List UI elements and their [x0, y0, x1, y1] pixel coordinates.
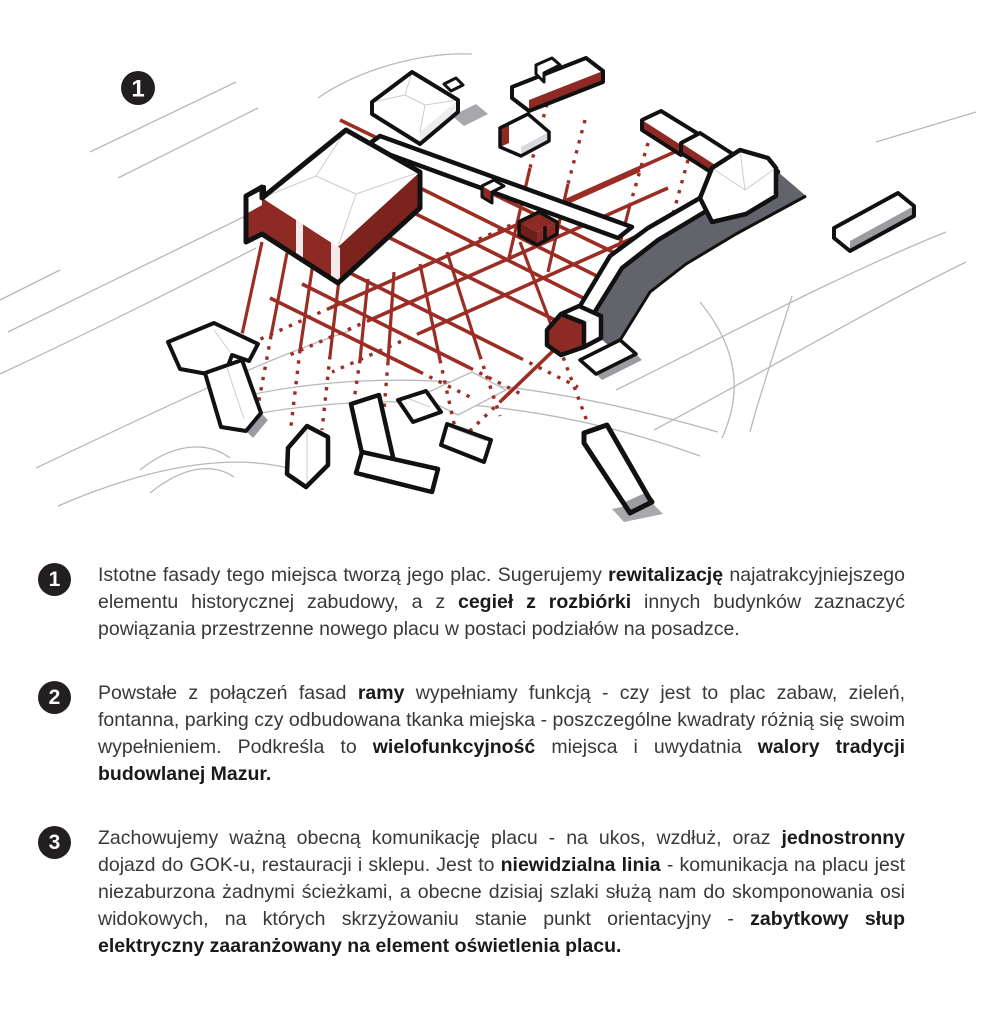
- southwest-cluster: [168, 323, 268, 438]
- annotation-section-3: [0, 825, 984, 960]
- figure-marker: [121, 71, 155, 105]
- figure-marker-number: 1: [131, 75, 145, 103]
- northeast-bar: [512, 58, 603, 111]
- far-east-bar: [834, 193, 914, 251]
- north-house: [372, 72, 488, 144]
- section-3-number-badge: 3: [38, 826, 71, 859]
- section-2-number-badge: 2: [38, 681, 71, 714]
- section-3-paragraph: Zachowujemy ważną obecną komunikację placu - na ukos, wzdłuż, oraz jednostronny dojazd do GOK-u, restauracji i sklepu. Jest to niewidzialna linia - komunikacja na placu jest niezaburzona żadnymi ścieżkami, a obecne dzisiaj szlaki służą nam do skomponowania osi widokowych, na których skrzyżowaniu stanie punkt orientacyjny - zabytkowy słup elektryczny zaaranżowany na element oświetlenia placu.: [98, 827, 906, 957]
- east-perimeter-row: [547, 150, 806, 380]
- small-north-house: [500, 114, 549, 156]
- annotation-section-1: [0, 562, 984, 643]
- annotation-section-2: [0, 680, 984, 788]
- south-gabled-house: [287, 426, 328, 487]
- section-1-paragraph: Istotne fasady tego miejsca tworzą jego plac. Sugerujemy rewitalizację najatrakcyjniejszego elementu historycznej zabudowy, a z cegieł z rozbiórki innych budynków zaznaczyć powiązania przestrzenne nowego placu w postaci podziałów na posadzce.: [98, 564, 906, 640]
- annotation-text-area: [0, 540, 984, 997]
- section-2-paragraph: Powstałe z połączeń fasad ramy wypełniamy funkcją - czy jest to plac zabaw, zieleń, fontanna, parking czy odbudowana tkanka miejska - poszczególne kwadraty różnią się swoim wypełnieniem. Podkreśla to wielofunkcyjność miejsca i uwydatnia walory tradycji budowlanej Mazur.: [98, 682, 905, 785]
- south-slanted-bar: [441, 424, 491, 462]
- section-1-number-badge: 1: [38, 563, 71, 596]
